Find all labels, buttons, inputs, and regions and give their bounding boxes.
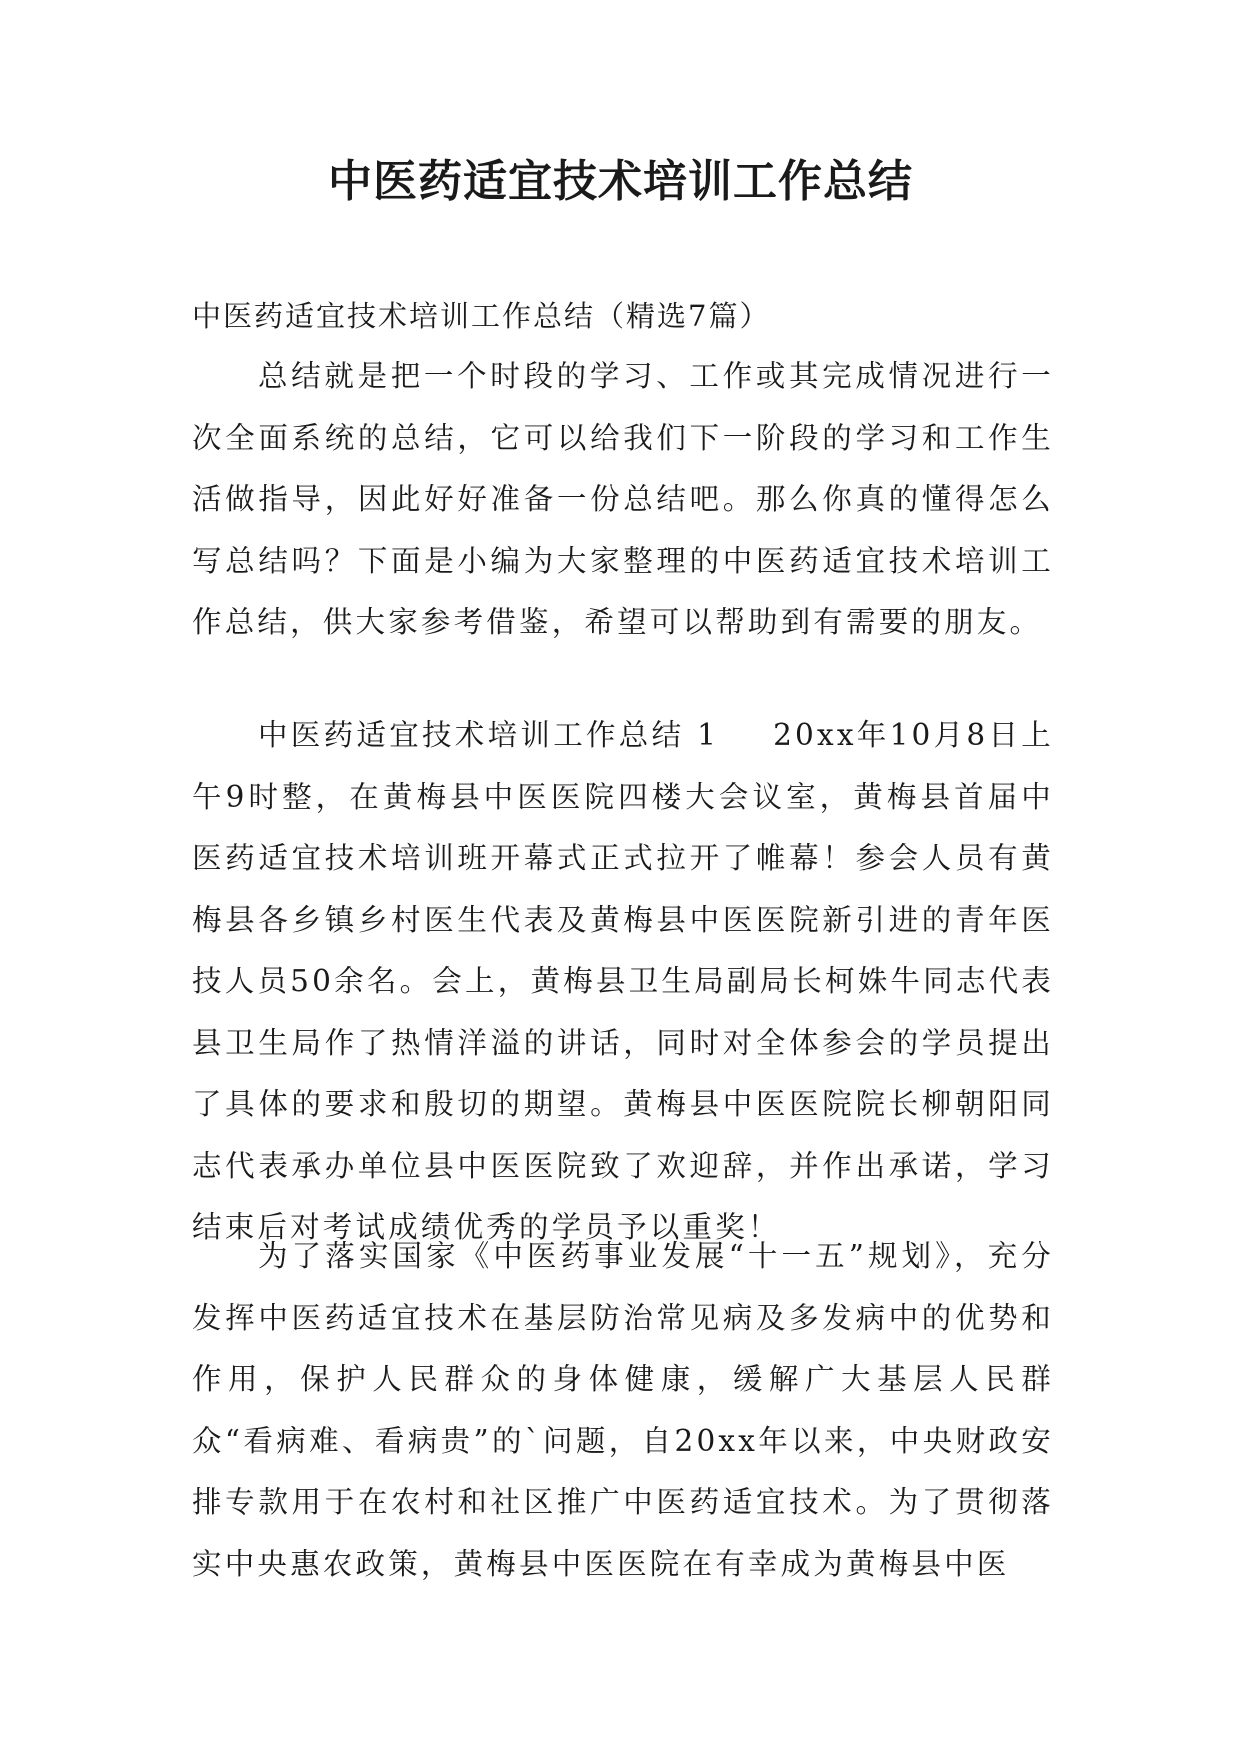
section-1-paragraph-1-text: 20xx年10月8日上午9时整，在黄梅县中医医院四楼大会议室，黄梅县首届中医药适宜技术培训班开幕式正式拉开了帷幕！参会人员有黄梅县各乡镇乡村医生代表及黄梅县中医医院新引进的青年医技人员50余名。会上，黄梅县卫生局副局长柯姝牛同志代表县卫生局作了热情洋溢的讲话，同时对全体参会的学员提出了具体的要求和殷切的期望。黄梅县中医医院院长柳朝阳同志代表承办单位县中医医院致了欢迎辞，并作出承诺，学习结束后对考试成绩优秀的学员予以重奖！	[192, 718, 1054, 1244]
section-1-paragraph-2: 为了落实国家《中医药事业发展“十一五”规划》，充分发挥中医药适宜技术在基层防治常见病及多发病中的优势和作用，保护人民群众的身体健康，缓解广大基层人民群众“看病难、看病贵”的`问题，自20xx年以来，中央财政安排专款用于在农村和社区推广中医药适宜技术。为了贯彻落实中央惠农政策，黄梅县中医医院在有幸成为黄梅县中医	[192, 1239, 1054, 1581]
intro-paragraph: 总结就是把一个时段的学习、工作或其完成情况进行一次全面系统的总结，它可以给我们下一阶段的学习和工作生活做指导，因此好好准备一份总结吧。那么你真的懂得怎么写总结吗？下面是小编为大家整理的中医药适宜技术培训工作总结，供大家参考借鉴，希望可以帮助到有需要的朋友。	[192, 359, 1054, 639]
section-1-heading: 中医药适宜技术培训工作总结 1	[258, 718, 720, 752]
section-1-paragraph-1	[192, 705, 1054, 1259]
document-title: 中医药适宜技术培训工作总结	[328, 156, 913, 207]
document-subtitle: 中医药适宜技术培训工作总结（精选7篇）	[192, 299, 771, 333]
